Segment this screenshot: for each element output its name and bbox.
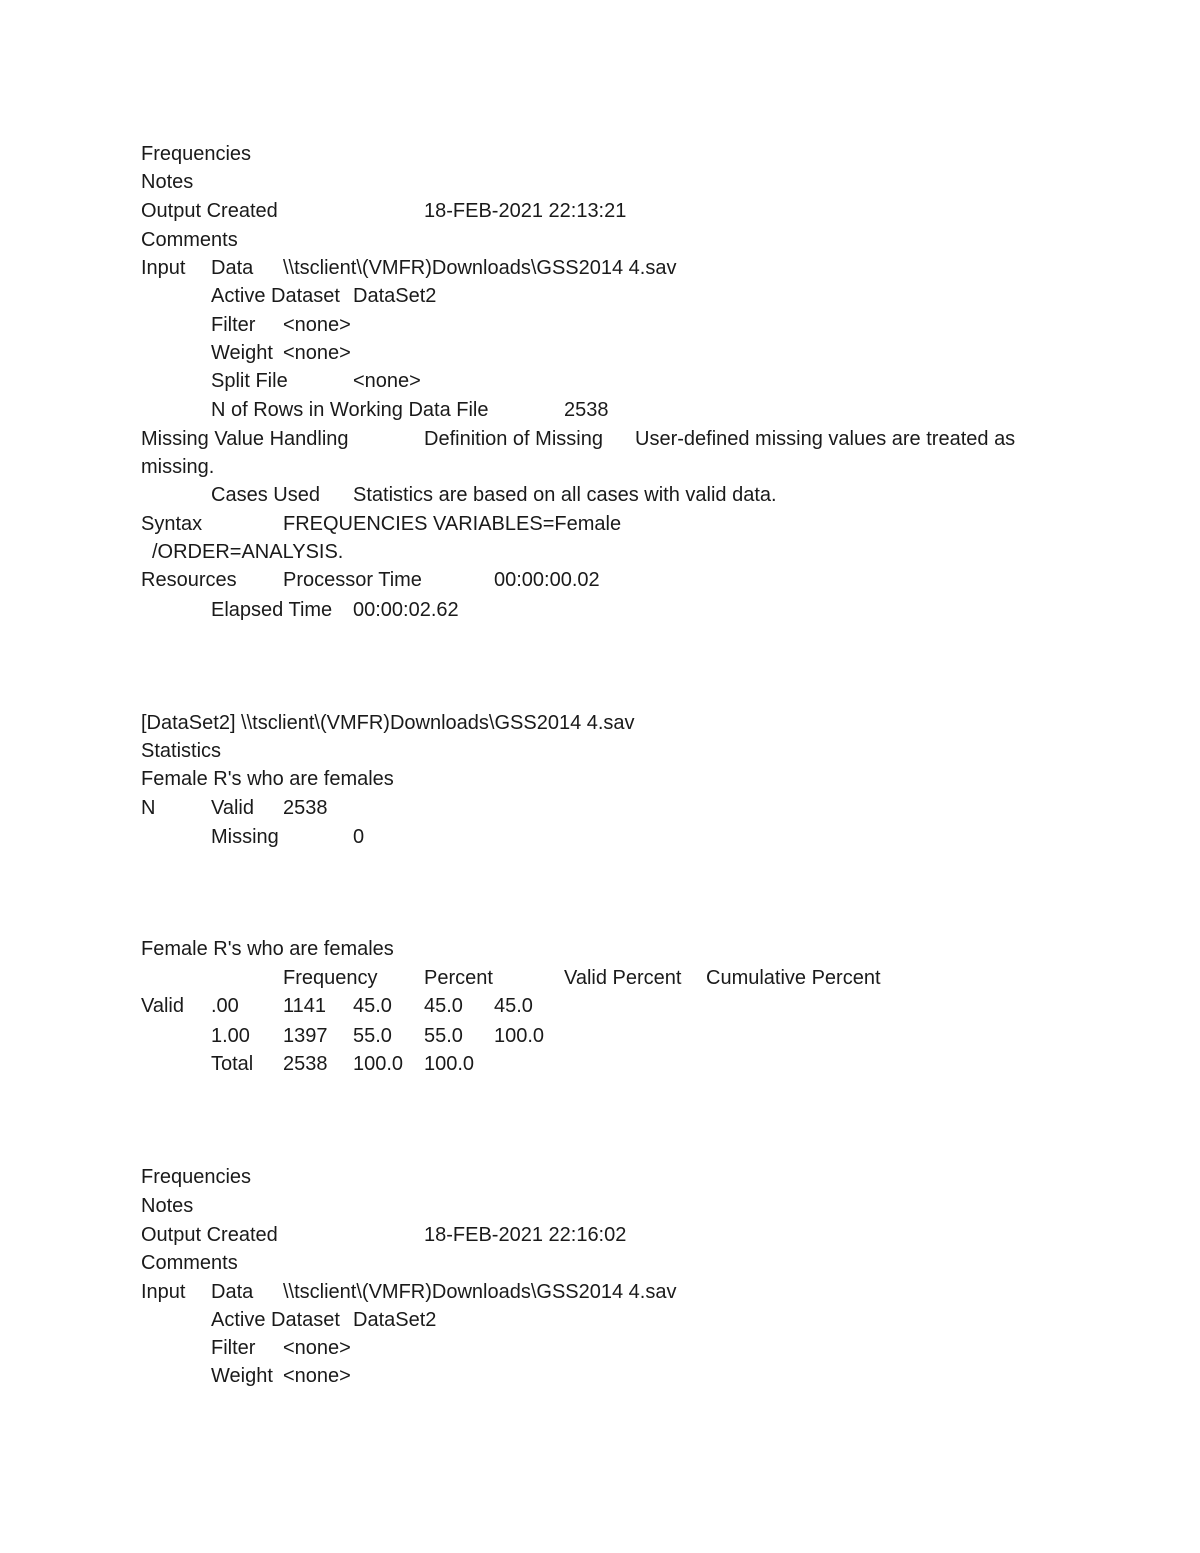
data-path-1: \\tsclient\(VMFR)Downloads\GSS2014 4.sav [283, 257, 677, 279]
freq-cell: 55.0 [424, 1025, 463, 1047]
freq-row-label: Total [211, 1053, 254, 1075]
dataset-path-line: [DataSet2] \\tsclient\(VMFR)Downloads\GSS2014 4.sav [141, 712, 635, 734]
notes-heading-1: Notes [141, 171, 194, 193]
freq-valid-label: Valid [141, 995, 184, 1017]
freq-row-label: .00 [211, 995, 239, 1017]
input-label-2: Input [141, 1281, 186, 1303]
freq-cell: 100.0 [494, 1025, 545, 1047]
nrows-label-1: N of Rows in Working Data File [211, 399, 489, 421]
nrows-value-1: 2538 [564, 399, 609, 421]
output-created-label-1: Output Created [141, 200, 278, 222]
processor-time-label-1: Processor Time [283, 569, 422, 591]
output-created-value-2: 18-FEB-2021 22:16:02 [424, 1224, 627, 1246]
freq-row-label: 1.00 [211, 1025, 250, 1047]
processor-time-value-1: 00:00:00.02 [494, 569, 600, 591]
freq-header-percent: Percent [424, 967, 493, 989]
syntax-label-1: Syntax [141, 513, 203, 535]
statistics-title: Statistics [141, 740, 222, 762]
freq-cell: 2538 [283, 1053, 328, 1075]
freq-cell: 45.0 [424, 995, 463, 1017]
frequencies-title-1: Frequencies [141, 143, 252, 165]
comments-label-2: Comments [141, 1252, 238, 1274]
missing-handling-label-1: Missing Value Handling [141, 428, 349, 450]
filter-value-1: <none> [283, 314, 351, 336]
definition-missing-cont-1: missing. [141, 456, 215, 478]
data-path-2: \\tsclient\(VMFR)Downloads\GSS2014 4.sav [283, 1281, 677, 1303]
freq-header-frequency: Frequency [283, 967, 378, 989]
input-label-1: Input [141, 257, 186, 279]
weight-label-1: Weight [211, 342, 273, 364]
cases-used-value-1: Statistics are based on all cases with valid data. [353, 484, 777, 506]
statistics-n-label: N [141, 797, 156, 819]
freq-header-valid-percent: Valid Percent [564, 967, 682, 989]
notes-heading-2: Notes [141, 1195, 194, 1217]
cases-used-label-1: Cases Used [211, 484, 320, 506]
active-dataset-label-2: Active Dataset [211, 1309, 340, 1331]
statistics-valid-value: 2538 [283, 797, 328, 819]
freq-table-title: Female R's who are females [141, 938, 394, 960]
output-created-value-1: 18-FEB-2021 22:13:21 [424, 200, 627, 222]
weight-value-2: <none> [283, 1365, 351, 1387]
freq-cell: 1141 [283, 995, 327, 1017]
statistics-valid-label: Valid [211, 797, 254, 819]
freq-cell: 55.0 [353, 1025, 392, 1047]
statistics-variable: Female R's who are females [141, 768, 394, 790]
data-label-2: Data [211, 1281, 254, 1303]
syntax-cont-1: /ORDER=ANALYSIS. [152, 541, 344, 563]
split-file-value-1: <none> [353, 370, 421, 392]
filter-value-2: <none> [283, 1337, 351, 1359]
resources-label-1: Resources [141, 569, 237, 591]
freq-cell: 45.0 [494, 995, 533, 1017]
freq-cell: 100.0 [353, 1053, 404, 1075]
weight-label-2: Weight [211, 1365, 273, 1387]
weight-value-1: <none> [283, 342, 351, 364]
filter-label-1: Filter [211, 314, 256, 336]
freq-header-cumulative-percent: Cumulative Percent [706, 967, 881, 989]
syntax-value-1: FREQUENCIES VARIABLES=Female [283, 513, 622, 535]
filter-label-2: Filter [211, 1337, 256, 1359]
freq-cell: 100.0 [424, 1053, 475, 1075]
statistics-missing-value: 0 [353, 826, 365, 848]
elapsed-time-label-1: Elapsed Time [211, 599, 333, 621]
active-dataset-value-1: DataSet2 [353, 285, 437, 307]
definition-missing-label-1: Definition of Missing [424, 428, 603, 450]
data-label-1: Data [211, 257, 254, 279]
freq-cell: 1397 [283, 1025, 328, 1047]
split-file-label-1: Split File [211, 370, 288, 392]
active-dataset-value-2: DataSet2 [353, 1309, 437, 1331]
frequencies-title-2: Frequencies [141, 1166, 252, 1188]
definition-missing-value-1: User-defined missing values are treated as [635, 428, 1016, 450]
freq-cell: 45.0 [353, 995, 392, 1017]
statistics-missing-label: Missing [211, 826, 279, 848]
comments-label-1: Comments [141, 229, 238, 251]
elapsed-time-value-1: 00:00:02.62 [353, 599, 459, 621]
output-created-label-2: Output Created [141, 1224, 278, 1246]
active-dataset-label-1: Active Dataset [211, 285, 340, 307]
